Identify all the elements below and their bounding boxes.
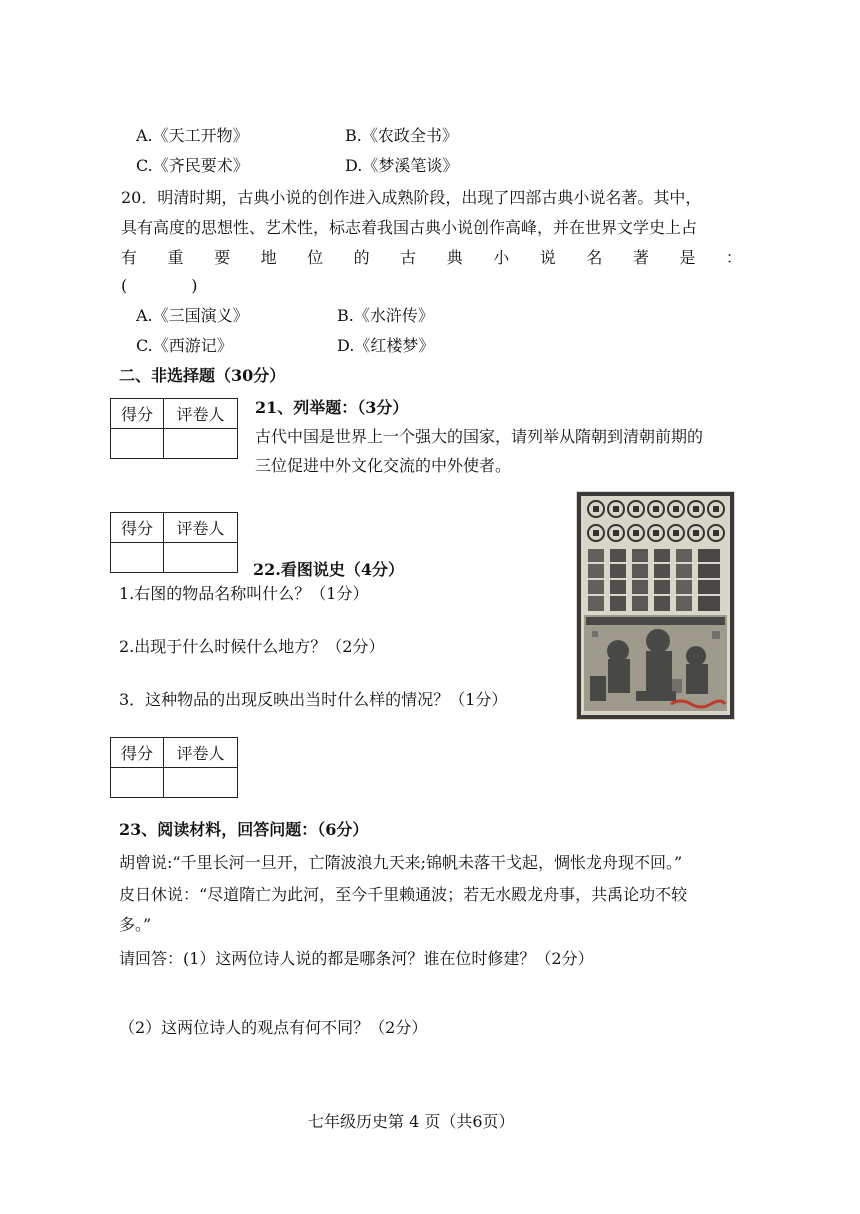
q23-question-1: 请回答：(1）这两位诗人说的都是哪条河？谁在位时修建？（2分）: [119, 949, 594, 968]
q19-option-a: A.《天工开物》: [136, 126, 249, 145]
q23-material-line-2: 皮日休说：“尽道隋亡为此河，至今千里赖通波；若无水殿龙舟事，共禹论功不较: [119, 885, 688, 904]
grader-label: 评卷人: [164, 513, 238, 543]
q20-text-line-1: 20．明清时期，古典小说的创作进入成熟阶段，出现了四部古典小说名著。其中，: [121, 188, 702, 207]
q22-title: 22.看图说史（4分）: [253, 560, 404, 579]
score-table-q21: [110, 398, 238, 459]
score-cell: [111, 543, 164, 573]
score-label: 得分: [111, 738, 164, 768]
grader-cell: [164, 429, 238, 459]
q19-option-c: C.《齐民要术》: [136, 156, 249, 175]
score-table-q23: [110, 737, 238, 798]
grader-cell: [164, 543, 238, 573]
q21-text-line-2: 三位促进中外文化交流的中外使者。: [255, 456, 512, 475]
grader-label: 评卷人: [164, 399, 238, 429]
ancient-paper-banknote-image: [576, 491, 735, 720]
q19-option-b: B.《农政全书》: [345, 126, 458, 145]
q23-question-2: （2）这两位诗人的观点有何不同？（2分）: [119, 1018, 428, 1037]
grader-label: 评卷人: [164, 738, 238, 768]
q20-text-line-2: 具有高度的思想性、艺术性，标志着我国古典小说创作高峰，并在世界文学史上占: [121, 218, 698, 237]
q20-answer-paren: ( ): [121, 276, 198, 295]
q23-material-line-1: 胡曾说:“千里长河一旦开，亡隋波浪九天来;锦帆未落干戈起，惆怅龙舟现不回。”: [119, 853, 683, 872]
score-cell: [111, 768, 164, 798]
score-label: 得分: [111, 513, 164, 543]
q22-question-3: 3．这种物品的出现反映出当时什么样的情况？（1分）: [119, 690, 508, 709]
score-label: 得分: [111, 399, 164, 429]
q21-text-line-1: 古代中国是世界上一个强大的国家，请列举从隋朝到清朝前期的: [255, 427, 704, 446]
section-2-title: 二、非选择题（30分）: [119, 366, 286, 385]
q23-title: 23、阅读材料，回答问题：（6分）: [119, 820, 369, 839]
page-footer: 七年级历史第 4 页（共6页）: [308, 1112, 515, 1131]
q20-text-line-3: 有 重 要 地 位 的 古 典 小 说 名 著 是 ：: [121, 248, 742, 267]
q20-option-a: A.《三国演义》: [136, 306, 249, 325]
q20-option-b: B.《水浒传》: [337, 306, 434, 325]
q22-question-1: 1.右图的物品名称叫什么？（1分）: [119, 584, 369, 603]
q21-title: 21、列举题：（3分）: [255, 398, 409, 417]
q19-option-d: D.《梦溪笔谈》: [345, 156, 459, 175]
q20-option-c: C.《西游记》: [136, 336, 233, 355]
score-table-q22: [110, 512, 238, 573]
q23-material-line-3: 多。”: [119, 915, 152, 934]
score-cell: [111, 429, 164, 459]
q20-option-d: D.《红楼梦》: [337, 336, 435, 355]
q22-question-2: 2.出现于什么时候什么地方？（2分）: [119, 637, 385, 656]
grader-cell: [164, 768, 238, 798]
